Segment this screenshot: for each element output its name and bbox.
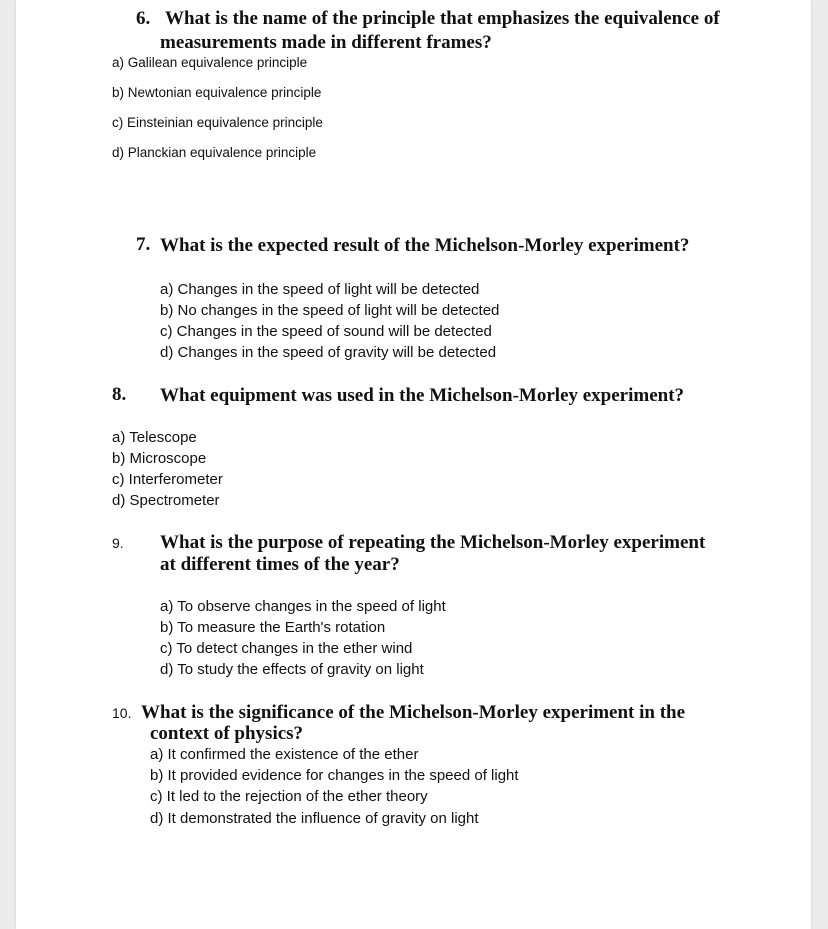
- option-c: c) Interferometer: [112, 471, 223, 488]
- option-a: a) Telescope: [112, 429, 197, 446]
- option-d: d) Changes in the speed of gravity will be detected: [160, 344, 497, 361]
- option-a: a) It confirmed the existence of the ether: [150, 746, 419, 763]
- question-title-line-2: context of physics?: [150, 723, 304, 744]
- option-c: c) Einsteinian equivalence principle: [112, 115, 323, 130]
- option-b: b) No changes in the speed of light will be detected: [160, 302, 500, 319]
- question-title-line-1: What is the name of the principle that emphasizes the equivalence of: [165, 8, 720, 29]
- question-number: 8.: [112, 384, 127, 405]
- option-c: c) It led to the rejection of the ether theory: [150, 788, 428, 805]
- question-number: 9.: [112, 535, 124, 551]
- option-d: d) Spectrometer: [112, 492, 220, 509]
- option-b: b) It provided evidence for changes in the speed of light: [150, 767, 519, 784]
- question-number: 6.: [136, 8, 151, 29]
- question-title: What is the expected result of the Michelson-Morley experiment?: [160, 235, 690, 256]
- option-b: b) Microscope: [112, 450, 207, 467]
- option-c: c) To detect changes in the ether wind: [160, 640, 413, 657]
- question-title: What equipment was used in the Michelson-Morley experiment?: [160, 385, 685, 406]
- option-a: a) Changes in the speed of light will be detected: [160, 281, 480, 298]
- question-title-line-1: What is the purpose of repeating the Michelson-Morley experiment: [160, 532, 706, 553]
- option-d: d) To study the effects of gravity on light: [160, 661, 424, 678]
- option-c: c) Changes in the speed of sound will be detected: [160, 323, 492, 340]
- question-number: 7.: [136, 234, 151, 255]
- option-d: d) Planckian equivalence principle: [112, 145, 317, 160]
- question-number: 10.: [112, 705, 132, 721]
- option-d: d) It demonstrated the influence of gravity on light: [150, 810, 479, 827]
- question-title-line-1: What is the significance of the Michelson-Morley experiment in the: [141, 702, 686, 723]
- question-title-line-2: at different times of the year?: [160, 554, 400, 575]
- option-b: b) To measure the Earth's rotation: [160, 619, 386, 636]
- question-title-line-2: measurements made in different frames?: [160, 32, 492, 53]
- option-a: a) To observe changes in the speed of light: [160, 598, 446, 615]
- option-b: b) Newtonian equivalence principle: [112, 85, 322, 100]
- document-page: [16, 0, 811, 929]
- option-a: a) Galilean equivalence principle: [112, 55, 308, 70]
